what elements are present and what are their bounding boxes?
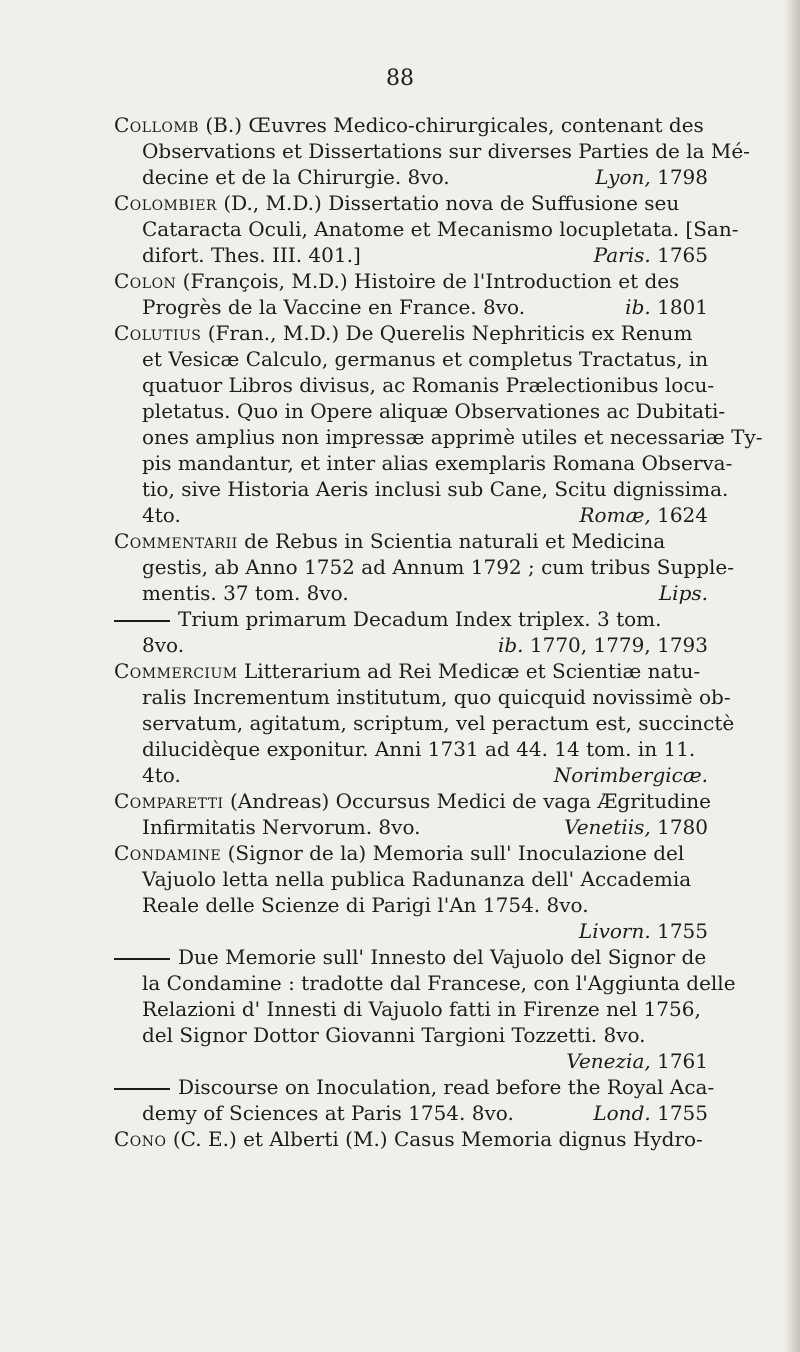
entry-line <box>114 996 708 1022</box>
entry-line-text: et Vesicæ Calculo, germanus et completus Tractatus, in <box>142 347 709 371</box>
entry-text <box>142 866 691 892</box>
entry-year: 1770, 1779, 1793 <box>523 633 708 657</box>
page-number: 88 <box>386 66 414 91</box>
entry-line <box>114 1074 715 1100</box>
entry-year: 1780 <box>650 815 708 839</box>
bibliography-entries <box>114 112 763 1152</box>
entry-line-text: tio, sive Historia Aeris inclusi sub Cane, Scitu dignissima. <box>142 477 729 501</box>
entry-line-text: Relazioni d' Innesti di Vajuolo fatti in Firenze nel 1756, <box>142 997 701 1021</box>
entry-line-text: Infirmitatis Nervorum. 8vo. <box>142 815 421 839</box>
entry-text <box>114 840 684 866</box>
entry-line-text: ones amplius non impressæ apprimè utiles et necessariæ Ty- <box>142 425 763 449</box>
entry-line <box>114 866 708 892</box>
entry-text <box>114 1074 714 1100</box>
entry-text <box>142 970 736 996</box>
entry-text <box>114 320 692 346</box>
entry-line-text: 4to. <box>142 503 181 527</box>
entry-text <box>142 346 708 372</box>
entry-line <box>114 242 708 268</box>
entry-line-text: Progrès de la Vaccine en France. 8vo. <box>142 295 526 319</box>
entry-text <box>142 242 361 268</box>
entry-line-text: Trium primarum Decadum Index triplex. 3 tom. <box>178 607 662 631</box>
entry-line <box>114 268 708 294</box>
entry-text <box>142 580 349 606</box>
entry-author: Cono <box>114 1127 167 1151</box>
entry-text <box>142 164 450 190</box>
entry-line <box>114 1022 708 1048</box>
entry-text <box>142 632 184 658</box>
entry-text <box>114 658 700 684</box>
entry-author: Colon <box>114 269 177 293</box>
entry-author: Collomb <box>114 113 199 137</box>
entry-line <box>114 164 708 190</box>
entry-place: Venezia, <box>566 1049 651 1073</box>
entry-text <box>142 996 701 1022</box>
entry-imprint <box>594 242 708 268</box>
entry-line <box>114 190 708 216</box>
entry-line <box>114 1048 708 1074</box>
entry-line <box>114 450 733 476</box>
entry-imprint <box>580 502 709 528</box>
entry-year: 1755 <box>650 1101 708 1125</box>
entry-line <box>114 138 750 164</box>
entry-author: Commercium <box>114 659 238 683</box>
entry-line <box>114 892 708 918</box>
ditto-dash <box>114 958 170 960</box>
entry-line <box>114 398 726 424</box>
entry-place: ib. <box>497 633 524 657</box>
entry-line-text: 8vo. <box>142 633 185 657</box>
entry-year: 1765 <box>650 243 708 267</box>
entry-text <box>142 502 181 528</box>
entry-text <box>114 112 704 138</box>
entry-place: Norimbergicæ. <box>553 763 708 787</box>
bibliography-entry <box>114 840 708 944</box>
entry-imprint <box>554 762 708 788</box>
entry-year: 1798 <box>650 165 708 189</box>
entry-text <box>142 1100 514 1126</box>
entry-text <box>114 606 661 632</box>
bibliography-entry <box>114 1074 715 1126</box>
entry-line-text: (D., M.D.) Dissertatio nova de Suffusione seu <box>223 191 680 215</box>
entry-author: Condamine <box>114 841 222 865</box>
entry-line-text: gestis, ab Anno 1752 ad Annum 1792 ; cum tribus Supple- <box>142 555 734 579</box>
bibliography-entry <box>114 528 734 606</box>
entry-line <box>114 112 708 138</box>
entry-line-text: (François, M.D.) Histoire de l'Introduction et des <box>182 269 680 293</box>
ditto-dash <box>114 620 170 622</box>
entry-imprint <box>625 294 708 320</box>
entry-author: Commentarii <box>114 529 238 553</box>
entry-text <box>142 476 728 502</box>
entry-line <box>114 918 708 944</box>
entry-text <box>114 528 665 554</box>
entry-line-text: Observations et Dissertations sur diverses Parties de la Mé- <box>142 139 750 163</box>
entry-text <box>142 398 725 424</box>
entry-author: Comparetti <box>114 789 224 813</box>
entry-text <box>114 268 679 294</box>
entry-text <box>142 216 739 242</box>
entry-line <box>114 1100 708 1126</box>
bibliography-entry <box>114 1126 708 1152</box>
entry-author: Colutius <box>114 321 202 345</box>
entry-imprint <box>564 814 708 840</box>
entry-place: Livorn. <box>578 919 651 943</box>
entry-line-text: mentis. 37 tom. 8vo. <box>142 581 349 605</box>
entry-year: 1755 <box>650 919 708 943</box>
entry-text <box>142 138 750 164</box>
entry-imprint <box>593 1100 708 1126</box>
bibliography-entry <box>114 320 763 528</box>
entry-text <box>142 1022 646 1048</box>
entry-year: 1624 <box>650 503 708 527</box>
entry-line <box>114 346 708 372</box>
page-edge-shadow <box>784 0 800 1352</box>
bibliography-entry <box>114 190 739 268</box>
entry-line-text: pis mandantur, et inter alias exemplaris Romana Observa- <box>142 451 733 475</box>
entry-imprint <box>659 580 708 606</box>
bibliography-entry <box>114 112 750 190</box>
entry-text <box>114 1126 703 1152</box>
bibliography-entry <box>114 788 712 840</box>
entry-line-text: difort. Thes. III. 401.] <box>142 243 361 267</box>
entry-text <box>142 736 695 762</box>
entry-line-text: ralis Incrementum institutum, quo quicquid novissimè ob- <box>142 685 731 709</box>
entry-text <box>142 684 731 710</box>
entry-line-text: (B.) Œuvres Medico-chirurgicales, contenant des <box>205 113 704 137</box>
entry-line-text: Litterarium ad Rei Medicæ et Scientiæ natu- <box>243 659 701 683</box>
entry-line-text: 4to. <box>142 763 181 787</box>
entry-line-text: decine et de la Chirurgie. 8vo. <box>142 165 450 189</box>
entry-line-text: Reale delle Scienze di Parigi l'An 1754. 8vo. <box>142 893 589 917</box>
entry-line <box>114 788 712 814</box>
entry-line <box>114 944 708 970</box>
entry-author: Colombier <box>114 191 217 215</box>
entry-text <box>142 762 181 788</box>
entry-text <box>142 710 734 736</box>
entry-year: 1761 <box>650 1049 708 1073</box>
entry-text <box>142 294 525 320</box>
entry-line <box>114 476 729 502</box>
entry-line <box>114 216 739 242</box>
entry-line <box>114 320 708 346</box>
entry-imprint <box>579 918 708 944</box>
entry-text <box>114 788 711 814</box>
entry-line <box>114 1126 708 1152</box>
entry-line-text: del Signor Dottor Giovanni Targioni Tozzetti. 8vo. <box>142 1023 646 1047</box>
entry-text <box>142 814 421 840</box>
entry-place: Lyon, <box>595 165 651 189</box>
entry-text <box>142 450 732 476</box>
entry-line-text: la Condamine : tradotte dal Francese, con l'Aggiunta delle <box>142 971 736 995</box>
entry-line-text: servatum, agitatum, scriptum, vel peractum est, succinctè <box>142 711 735 735</box>
entry-imprint <box>566 1048 708 1074</box>
entry-text <box>114 190 679 216</box>
entry-line <box>114 294 708 320</box>
entry-line <box>114 632 708 658</box>
entry-line <box>114 710 735 736</box>
entry-line-text: de Rebus in Scientia naturali et Medicina <box>244 529 666 553</box>
ditto-dash <box>114 1088 170 1090</box>
entry-line <box>114 658 708 684</box>
bibliography-entry <box>114 268 708 320</box>
entry-text <box>114 944 706 970</box>
entry-line <box>114 970 736 996</box>
entry-place: Lond. <box>593 1101 651 1125</box>
entry-place: Venetiis, <box>564 815 651 839</box>
entry-line <box>114 424 763 450</box>
entry-line-text: dilucidèque exponitur. Anni 1731 ad 44. 14 tom. in 11. <box>142 737 696 761</box>
entry-line <box>114 580 708 606</box>
entry-line-text: demy of Sciences at Paris 1754. 8vo. <box>142 1101 514 1125</box>
bibliography-entry <box>114 944 736 1074</box>
entry-line-text: Due Memorie sull' Innesto del Vajuolo del Signor de <box>178 945 707 969</box>
entry-line <box>114 606 708 632</box>
entry-line-text: Vajuolo letta nella publica Radunanza dell' Accademia <box>142 867 692 891</box>
entry-line <box>114 762 708 788</box>
entry-line-text: Discourse on Inoculation, read before the Royal Aca- <box>178 1075 715 1099</box>
entry-line <box>114 736 708 762</box>
entry-text <box>142 372 714 398</box>
entry-text <box>142 554 734 580</box>
entry-place: ib. <box>625 295 651 319</box>
bibliography-entry <box>114 658 735 788</box>
entry-year: 1801 <box>650 295 708 319</box>
entry-line-text: (Signor de la) Memoria sull' Inoculazione del <box>227 841 685 865</box>
entry-line-text: (Andreas) Occursus Medici de vaga Ægritudine <box>229 789 712 813</box>
entry-line <box>114 372 715 398</box>
entry-line-text: (C. E.) et Alberti (M.) Casus Memoria dignus Hydro- <box>172 1127 703 1151</box>
entry-line <box>114 528 708 554</box>
entry-line <box>114 554 734 580</box>
entry-place: Romæ, <box>579 503 651 527</box>
entry-place: Paris. <box>593 243 651 267</box>
entry-imprint <box>498 632 708 658</box>
entry-text <box>142 424 763 450</box>
entry-line-text: (Fran., M.D.) De Querelis Nephriticis ex Renum <box>207 321 693 345</box>
entry-place: Lips. <box>658 581 708 605</box>
entry-line <box>114 814 708 840</box>
entry-line-text: pletatus. Quo in Opere aliquæ Observationes ac Dubitati- <box>142 399 726 423</box>
entry-line-text: Cataracta Oculi, Anatome et Mecanismo locupletata. [San- <box>142 217 739 241</box>
entry-line-text: quatuor Libros divisus, ac Romanis Prælectionibus locu- <box>142 373 715 397</box>
entry-line <box>114 684 731 710</box>
entry-line <box>114 502 708 528</box>
bibliography-entry <box>114 606 708 658</box>
entry-imprint <box>595 164 708 190</box>
entry-text <box>142 892 589 918</box>
entry-line <box>114 840 708 866</box>
